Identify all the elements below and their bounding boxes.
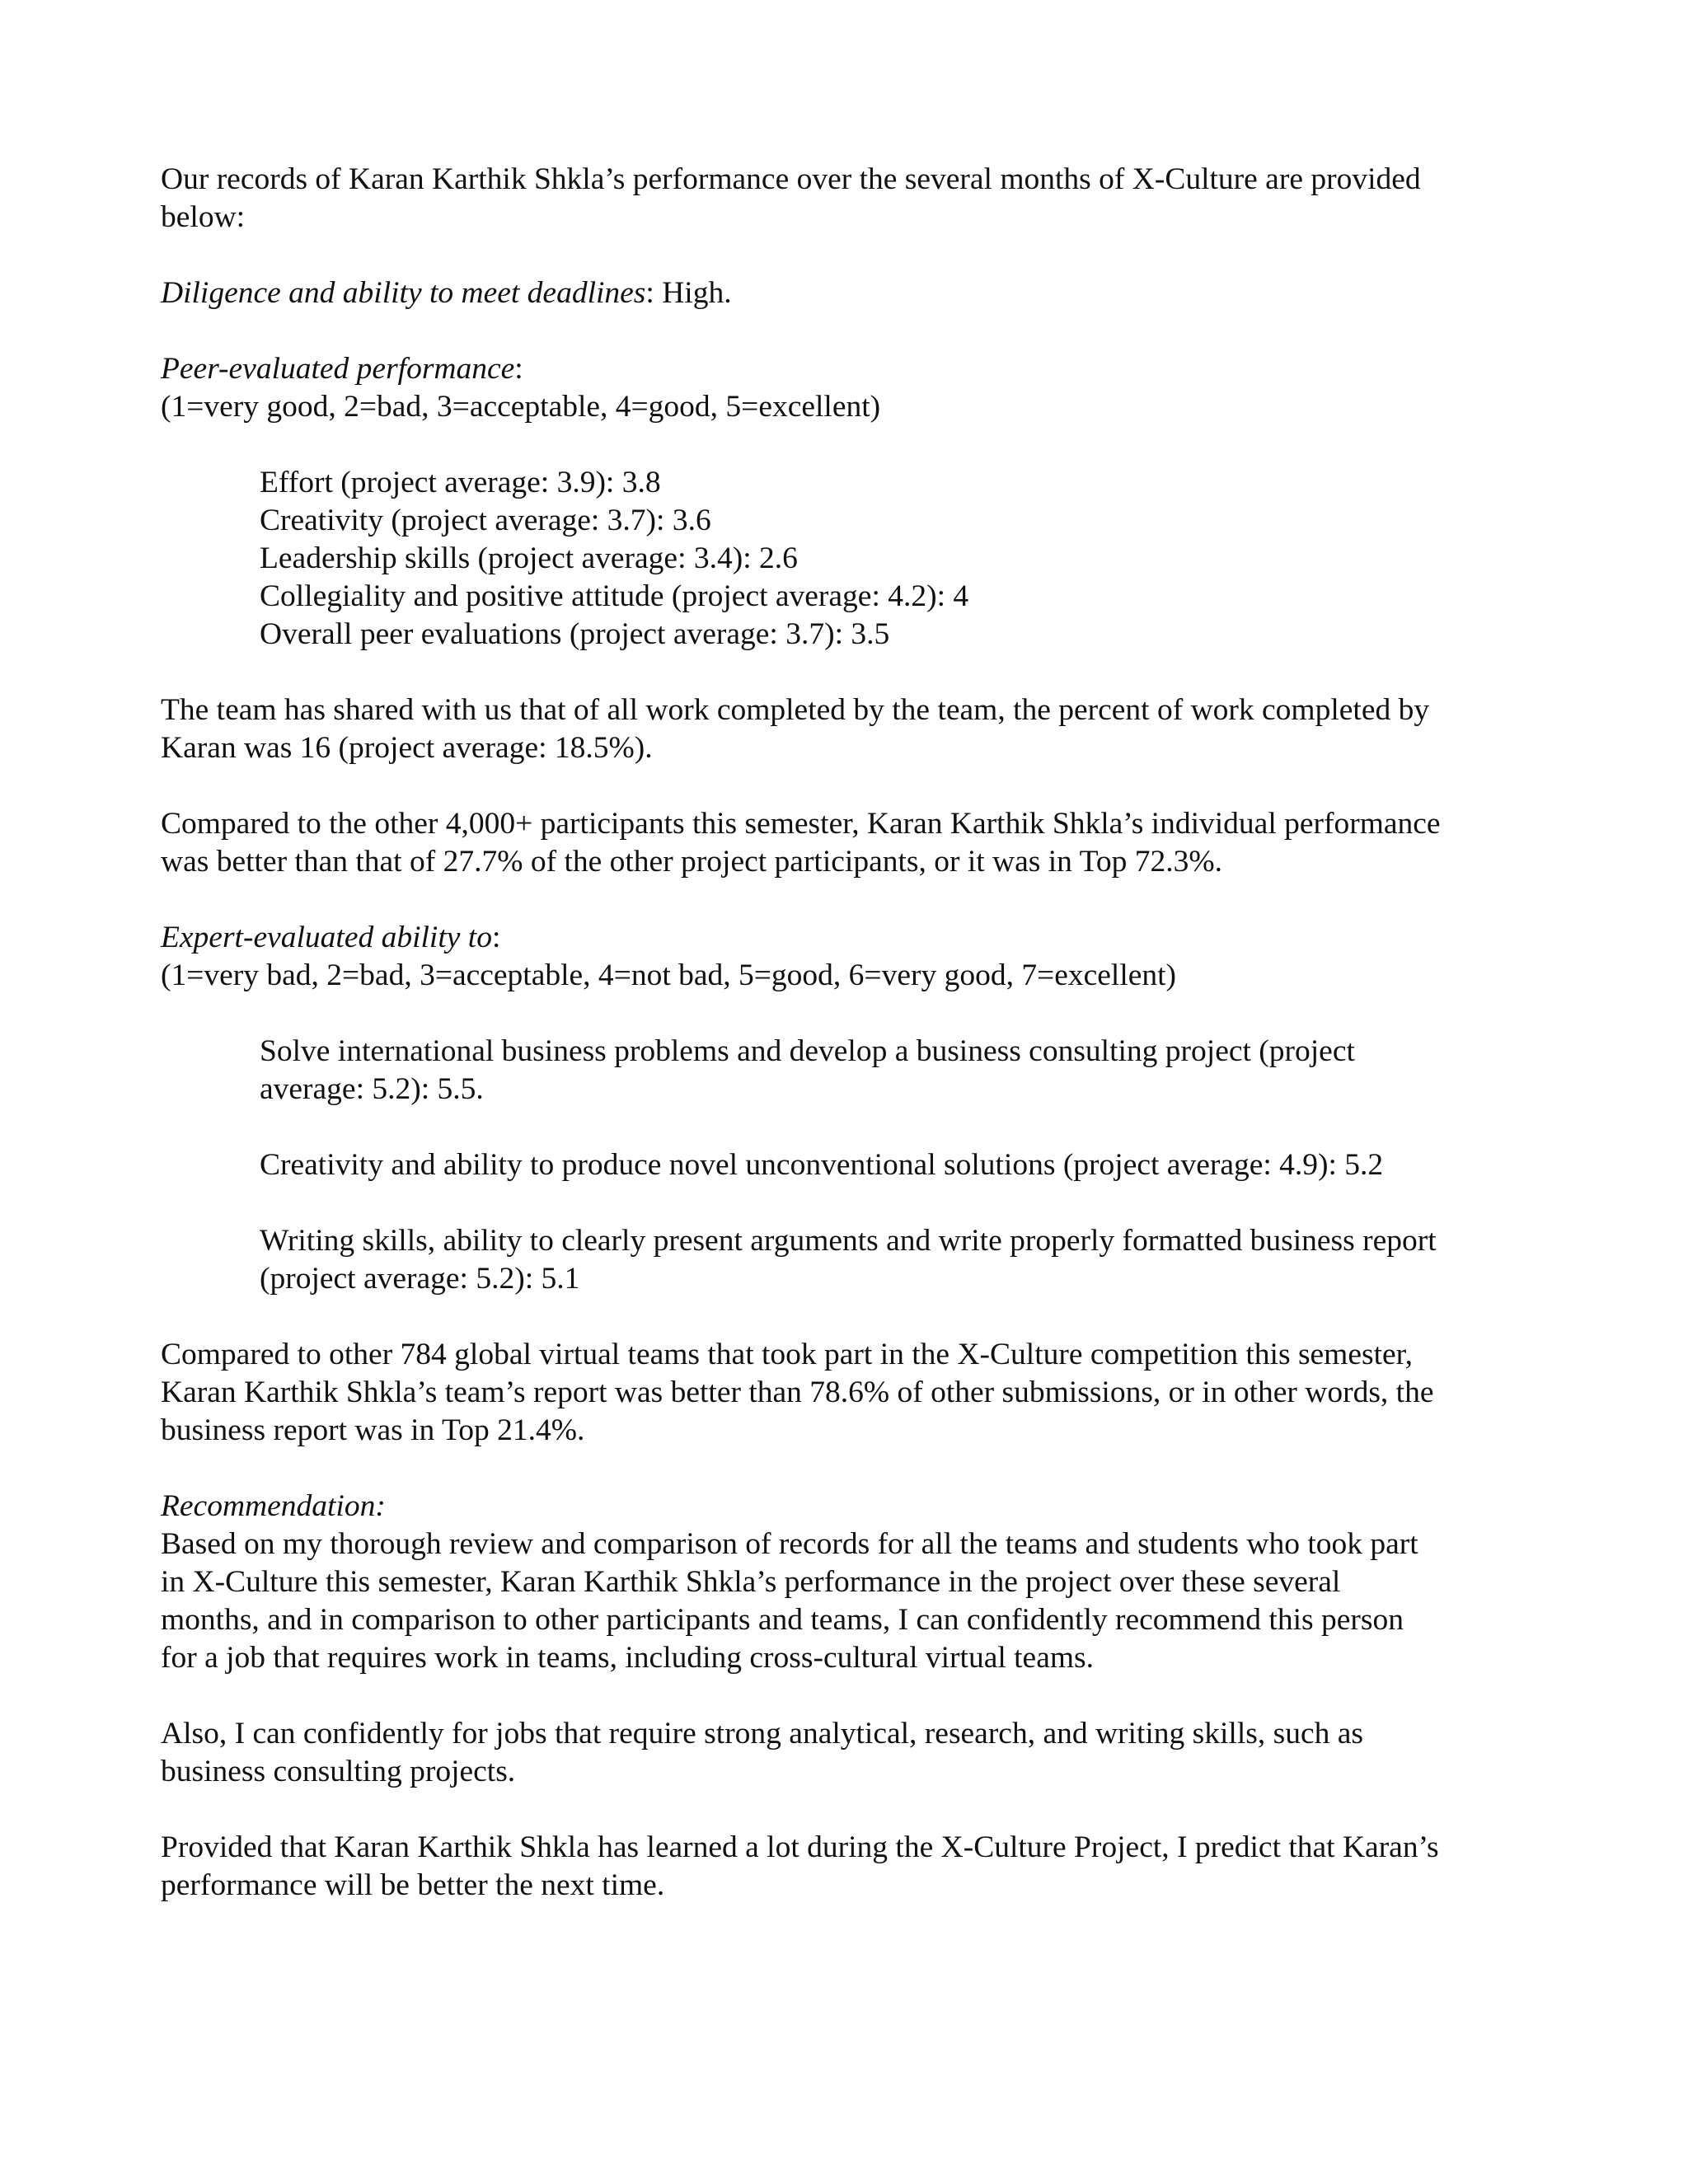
- recommendation-line-4: for a job that requires work in teams, including cross-cultural virtual teams.: [161, 1641, 1094, 1675]
- prediction-line-2: performance will be better the next time.: [161, 1868, 665, 1902]
- intro-line-1: Our records of Karan Karthik Shkla’s performance over the several months of X-Culture are provided: [161, 162, 1421, 196]
- intro-line-2: below:: [161, 200, 246, 234]
- peer-item-overall: Overall peer evaluations (project average: 3.7): 3.5: [260, 617, 890, 651]
- expert-heading: [161, 919, 1545, 957]
- expert-item-writing-line-1: Writing skills, ability to clearly present arguments and write properly formatted business report: [260, 1224, 1437, 1258]
- team-share-line-1: The team has shared with us that of all work completed by the team, the percent of work completed by: [161, 693, 1430, 727]
- expert-label: Expert-evaluated ability to: [161, 921, 492, 954]
- diligence-label: Diligence and ability to meet deadlines: [161, 276, 646, 310]
- also-line-2: business consulting projects.: [161, 1755, 516, 1788]
- peer-item-collegiality: Collegiality and positive attitude (project average: 4.2): 4: [260, 579, 969, 613]
- expert-item-creativity: Creativity and ability to produce novel unconventional solutions (project average: 4.9): 5.2: [260, 1148, 1384, 1182]
- compare-team-line-1: Compared to other 784 global virtual teams that took part in the X-Culture competition this semester,: [161, 1338, 1414, 1371]
- document-page: [161, 161, 1545, 1905]
- recommendation-line-3: months, and in comparison to other participants and teams, I can confidently recommend this person: [161, 1603, 1404, 1637]
- prediction-line-1: Provided that Karan Karthik Shkla has learned a lot during the X-Culture Project, I predict that Karan’s: [161, 1830, 1439, 1864]
- team-share-line-2: Karan was 16 (project average: 18.5%).: [161, 731, 653, 765]
- expert-item-solve-line-1: Solve international business problems and develop a business consulting project (project: [260, 1034, 1355, 1068]
- recommendation-line-2: in X-Culture this semester, Karan Karthik Shkla’s performance in the project over these several: [161, 1565, 1341, 1599]
- also-line-1: Also, I can confidently for jobs that require strong analytical, research, and writing skills, such as: [161, 1717, 1363, 1750]
- peer-heading: [161, 350, 1545, 388]
- recommendation-line-1: Based on my thorough review and comparison of records for all the teams and students who took part: [161, 1527, 1418, 1561]
- peer-colon: :: [514, 352, 523, 386]
- peer-item-creativity: Creativity (project average: 3.7): 3.6: [260, 504, 711, 537]
- peer-item-leadership: Leadership skills (project average: 3.4): 2.6: [260, 541, 798, 575]
- peer-scale: (1=very good, 2=bad, 3=acceptable, 4=good, 5=excellent): [161, 390, 881, 424]
- compare-individual-line-2: was better than that of 27.7% of the other project participants, or it was in Top 72.3%.: [161, 845, 1223, 879]
- diligence-line: [161, 274, 1545, 312]
- expert-item-solve-line-2: average: 5.2): 5.5.: [260, 1072, 484, 1106]
- compare-team-line-2: Karan Karthik Shkla’s team’s report was better than 78.6% of other submissions, or in other words, the: [161, 1376, 1434, 1409]
- peer-item-effort: Effort (project average: 3.9): 3.8: [260, 466, 661, 499]
- compare-individual-line-1: Compared to the other 4,000+ participants this semester, Karan Karthik Shkla’s individual performance: [161, 807, 1441, 841]
- compare-team-line-3: business report was in Top 21.4%.: [161, 1413, 585, 1447]
- expert-colon: :: [491, 921, 501, 954]
- peer-label: Peer-evaluated performance: [161, 352, 515, 386]
- recommendation-heading: Recommendation:: [161, 1489, 386, 1523]
- diligence-value: : High.: [645, 276, 732, 310]
- expert-scale: (1=very bad, 2=bad, 3=acceptable, 4=not bad, 5=good, 6=very good, 7=excellent): [161, 958, 1177, 992]
- expert-item-writing-line-2: (project average: 5.2): 5.1: [260, 1262, 580, 1296]
